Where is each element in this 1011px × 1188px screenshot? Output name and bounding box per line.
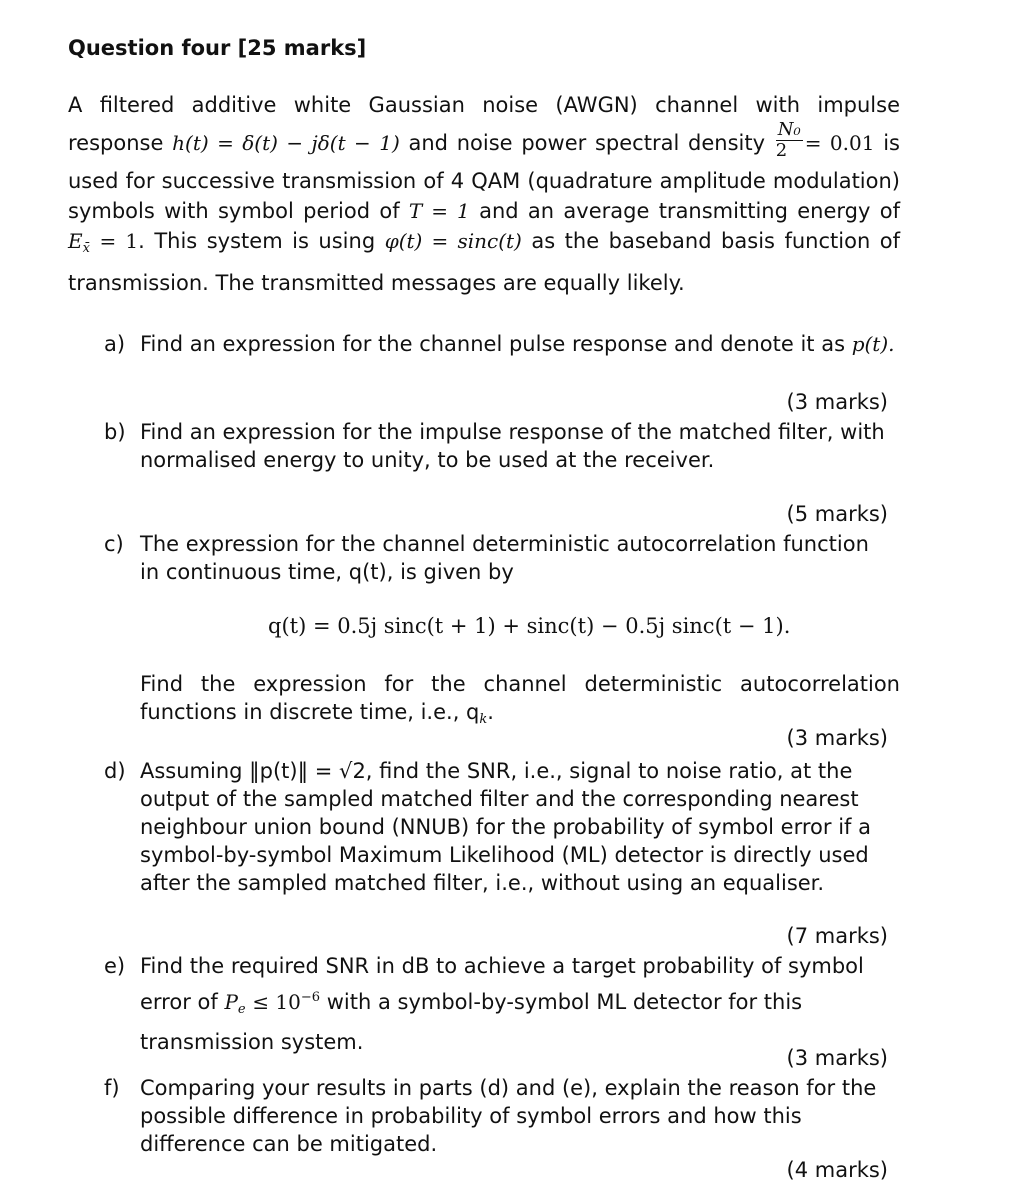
intro-paragraph (68, 90, 900, 298)
intro-line-6: transmission. The transmitted messages are equally likely. (68, 271, 685, 295)
question-title: Question four [25 marks] (68, 36, 367, 60)
basis-function-math: φ(t) = sinc(t) (384, 229, 522, 253)
question-d-label: d) (104, 759, 126, 783)
question-f-label: f) (104, 1076, 120, 1100)
intro-line-5: $E_{x̄} = 1$. This system is using φ(t) = sinc(t) as the baseband basis function of (68, 229, 900, 256)
question-c-label: c) (104, 532, 124, 556)
noise-psd-fraction: $\frac{\text{N₀}}{2}$ (775, 118, 801, 161)
marks-d: (7 marks) (786, 924, 888, 948)
question-a-text: Find an expression for the channel pulse response and denote it as p(t). (140, 332, 895, 356)
marks-b: (5 marks) (786, 502, 888, 526)
question-e-label: e) (104, 954, 126, 978)
marks-e: (3 marks) (786, 1046, 888, 1070)
autocorrelation-equation: q(t) = 0.5j sinc(t + 1) + sinc(t) − 0.5j sinc(t − 1). (268, 614, 791, 638)
intro-line-1: A filtered additive white Gaussian noise (AWGN) channel with impulse (68, 93, 900, 117)
symbol-period-math: T = 1 (408, 199, 470, 223)
energy-math: E (68, 229, 83, 253)
impulse-response-math: h(t) = δ(t) − jδ(t − 1) (172, 131, 400, 155)
intro-line-2: response h(t) = δ(t) − jδ(t − 1) and noise power spectral density $\frac{\text{N₀}}{2}$ = 0.01 is (68, 118, 900, 161)
document-page: Question four [25 marks] A filtered additive white Gaussian noise (AWGN) channel with impulse response h(t) = δ(t) − jδ(t − 1) and noise power spectral density $\frac{\text{N₀}}{2}$ = 0.01 is used for successive transmission of 4 QAM (quadrature amplitude modulation) symbols with symbol period of T = 1 and an average transmitting energy of $E_{x̄} = 1$. This system is using φ(t) = sinc(t) as the baseband basis function of transmission. The transmitted messages are equally likely. a) Find an expression for the channel pulse response and denote it as p(t). (3 marks) b) Find an expression for the impulse response of the matched filter, with normalised energy to unity, to be used at the receiver. (5 marks) c) The expression for the channel deterministic autocorrelation function in continuous time, q(t), is given by q(t) = 0.5j sinc(t + 1) + sinc(t) − 0.5j sinc(t − 1). Find the expression for the channel deterministic autocorrelation functions in discrete time, i.e., $q_k$. (3 marks) d) Assuming ‖p(t)‖ = √2, find the SNR, i.e., signal to noise ratio, at the output of the sampled matched filter and the corresponding nearest neighbour union bound (NNUB) for the probability of symbol error if a symbol-by-symbol Maximum Likelihood (ML) detector is directly used after the sampled matched filter, i.e., without using an equaliser. (7 marks) e) Find the required SNR in dB to achieve a target probability of symbol error of $P_e \le 10^{-6}$ with a symbol-by-symbol ML detector for this transmission system. (3 marks) f) Comparing your results in parts (d) and (e), explain the reason for the possible difference in probability of symbol errors and how this difference can be mitigated. (4 marks) (68, 36, 900, 1182)
intro-line-3: used for successive transmission of 4 QAM (quadrature amplitude modulation) (68, 169, 900, 193)
marks-a: (3 marks) (786, 390, 888, 414)
intro-line-4: symbols with symbol period of T = 1 and an average transmitting energy of (68, 199, 900, 223)
question-a-label: a) (104, 332, 126, 356)
question-b-label: b) (104, 420, 126, 444)
marks-f: (4 marks) (786, 1158, 888, 1182)
marks-c: (3 marks) (786, 726, 888, 750)
